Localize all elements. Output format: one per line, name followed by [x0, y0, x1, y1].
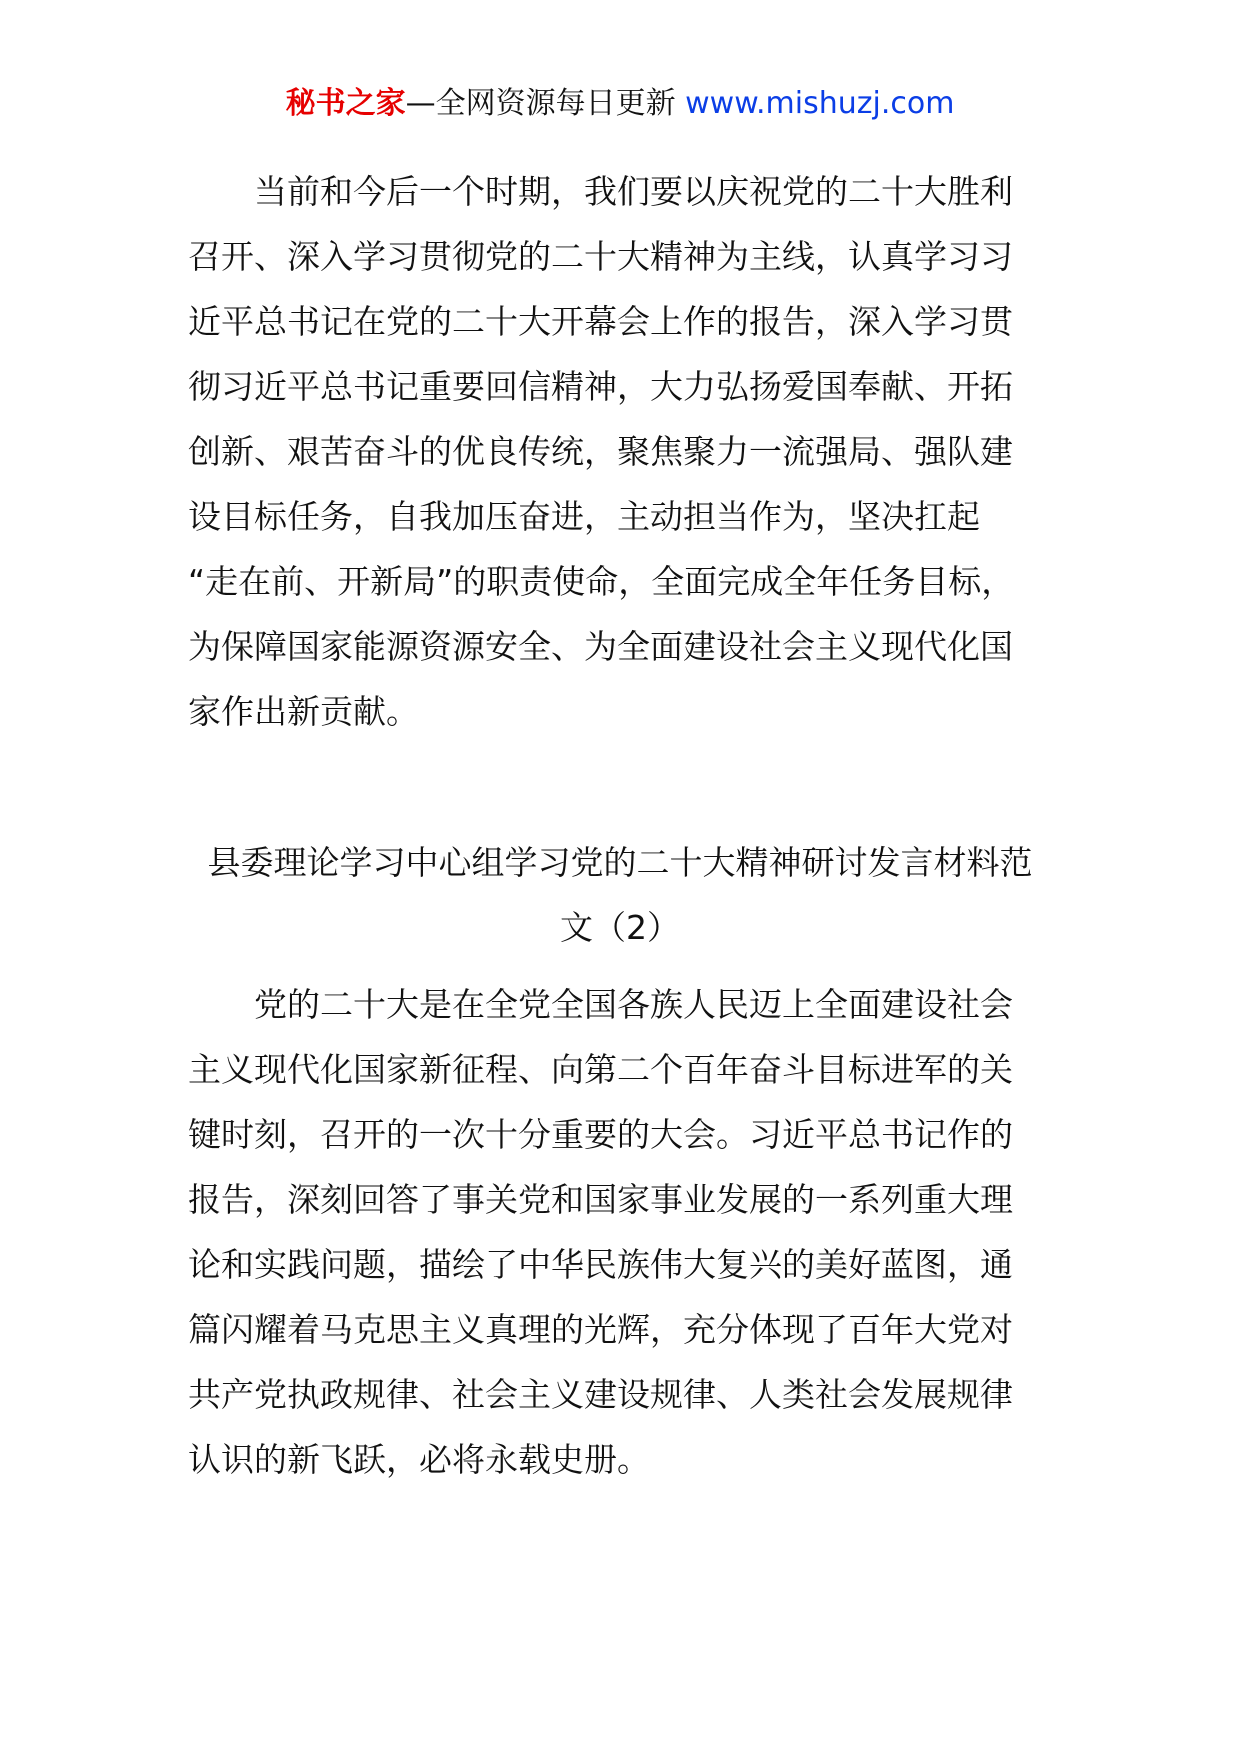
paragraph-line: 主义现代化国家新征程、向第二个百年奋斗目标进军的关	[188, 1050, 1013, 1089]
paragraph-line: 认识的新飞跃，必将永载史册。	[188, 1440, 650, 1479]
paragraph-line: 家作出新贡献。	[188, 692, 419, 731]
paragraph-line: 近平总书记在党的二十大开幕会上作的报告，深入学习贯	[188, 302, 1013, 341]
paragraph-line: 当前和今后一个时期，我们要以庆祝党的二十大胜利	[254, 172, 1013, 211]
paragraph-line: 键时刻，召开的一次十分重要的大会。习近平总书记作的	[188, 1115, 1013, 1154]
body-paragraph-2	[188, 972, 1048, 1492]
site-tagline: —全网资源每日更新	[405, 86, 686, 121]
paragraph-line: 为保障国家能源资源安全、为全面建设社会主义现代化国	[188, 627, 1013, 666]
paragraph-line: 召开、深入学习贯彻党的二十大精神为主线，认真学习习	[188, 237, 1013, 276]
body-paragraph-1	[188, 159, 1048, 744]
paragraph-line: “走在前、开新局”的职责使命，全面完成全年任务目标，	[188, 562, 1015, 601]
paragraph-line: 设目标任务，自我加压奋进，主动担当作为，坚决扛起	[188, 497, 980, 536]
paragraph-line: 篇闪耀着马克思主义真理的光辉，充分体现了百年大党对	[188, 1310, 1013, 1349]
paragraph-line: 论和实践问题，描绘了中华民族伟大复兴的美好蓝图，通	[188, 1245, 1013, 1284]
paragraph-line: 报告，深刻回答了事关党和国家事业发展的一系列重大理	[188, 1180, 1013, 1219]
site-header	[0, 84, 1240, 124]
paragraph-line: 共产党执政规律、社会主义建设规律、人类社会发展规律	[188, 1375, 1013, 1414]
site-url-link[interactable]: www.mishuzj.com	[685, 86, 955, 121]
heading-line: 县委理论学习中心组学习党的二十大精神研讨发言材料范	[207, 843, 1033, 882]
heading-line: 文（2）	[560, 908, 680, 947]
paragraph-line: 创新、艰苦奋斗的优良传统，聚焦聚力一流强局、强队建	[188, 432, 1013, 471]
paragraph-line: 彻习近平总书记重要回信精神，大力弘扬爱国奉献、开拓	[188, 367, 1013, 406]
section-heading	[170, 830, 1070, 960]
paragraph-line: 党的二十大是在全党全国各族人民迈上全面建设社会	[254, 985, 1013, 1024]
site-brand: 秘书之家	[285, 86, 406, 121]
